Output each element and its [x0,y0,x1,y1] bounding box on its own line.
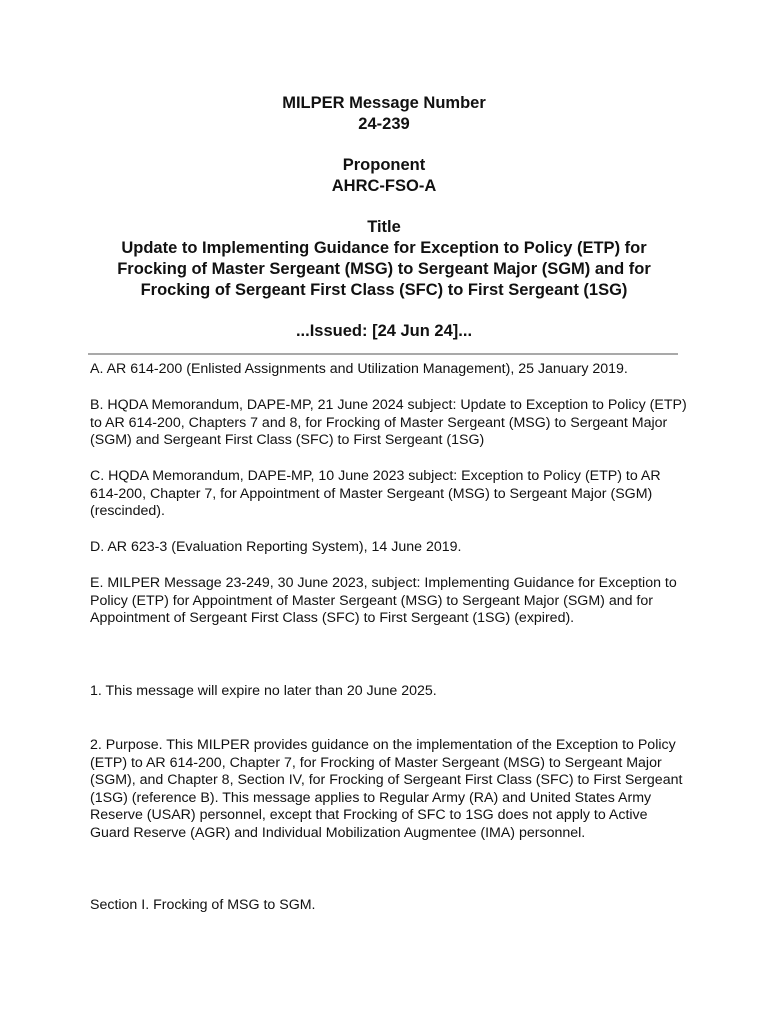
reference-d: D. AR 623-3 (Evaluation Reporting System), 14 June 2019. [90,539,462,555]
message-number-label: MILPER Message Number [282,94,486,112]
paragraph-2-purpose: 2. Purpose. This MILPER provides guidance on the implementation of the Exception to Policy (ETP) to AR 614-200, Chapter 7, for Frocking of Master Sergeant (MSG) to Sergeant Major (SGM), and Chapter 8, Section IV, for Frocking of Sergeant First Class (SFC) to First Sergeant (1SG) (reference B). This message applies to Regular Army (RA) and United States Army Reserve (USAR) personnel, except that Frocking of SFC to 1SG does not apply to Active Guard Reserve (AGR) and Individual Mobilization Augmentee (IMA) personnel. [90,737,683,841]
title-label: Title [367,218,401,236]
proponent-label: Proponent [342,156,426,174]
issued-date: ...Issued: [24 Jun 24]... [295,322,473,340]
paragraph-1-expiration: 1. This message will expire no later than 20 June 2025. [90,683,437,699]
section-1-heading: Section I. Frocking of MSG to SGM. [90,897,316,913]
reference-b: B. HQDA Memorandum, DAPE-MP, 21 June 2024 subject: Update to Exception to Policy (ETP) to AR 614-200, Chapters 7 and 8, for Frocking of Master Sergeant (MSG) to Sergeant Major (SGM) and Sergeant First Class (SFC) to First Sergeant (1SG) [90,397,687,449]
title-line-3: Frocking of Sergeant First Class (SFC) to First Sergeant (1SG) [140,281,628,299]
document-header [60,93,708,342]
title-line-2: Frocking of Master Sergeant (MSG) to Sergeant Major (SGM) and for [117,260,651,278]
reference-c: C. HQDA Memorandum, DAPE-MP, 10 June 2023 subject: Exception to Policy (ETP) to AR 614-200, Chapter 7, for Appointment of Master Sergeant (MSG) to Sergeant Major (SGM) (rescinded). [90,468,661,520]
message-number: 24-239 [358,115,410,133]
header-divider [88,353,678,355]
title-line-1: Update to Implementing Guidance for Exception to Policy (ETP) for [121,239,647,257]
reference-a: A. AR 614-200 (Enlisted Assignments and Utilization Management), 25 January 2019. [90,361,628,377]
proponent-value: AHRC-FSO-A [331,177,437,195]
reference-e: E. MILPER Message 23-249, 30 June 2023, subject: Implementing Guidance for Exception to Policy (ETP) for Appointment of Master Sergeant (MSG) to Sergeant Major (SGM) and for Appointment of Sergeant First Class (SFC) to First Sergeant (1SG) (expired). [90,575,677,627]
